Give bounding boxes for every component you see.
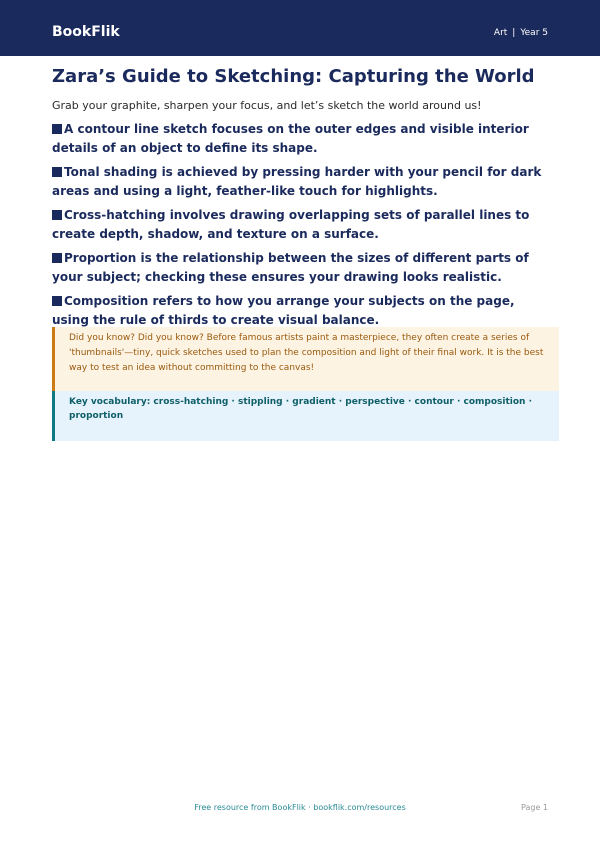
page-title: Zara’s Guide to Sketching: Capturing the World	[52, 66, 535, 87]
key-point-text: Proportion is the relationship between the sizes of different parts of your subject; checking these ensures your drawing looks realistic.	[52, 251, 529, 284]
meta-separator: |	[512, 28, 516, 38]
brand-logo-text[interactable]: BookFlik	[52, 24, 120, 40]
key-point	[52, 163, 552, 201]
year-label: Year 5	[520, 28, 548, 38]
key-vocabulary-box: Key vocabulary: cross-hatching · stippling · gradient · perspective · contour · composition · proportion	[52, 391, 559, 441]
key-point	[52, 206, 552, 244]
key-point-text: Composition refers to how you arrange your subjects on the page, using the rule of thirds to create visual balance.	[52, 294, 515, 327]
key-point-text: Cross-hatching involves drawing overlapping sets of parallel lines to create depth, shadow, and texture on a surface.	[52, 208, 530, 241]
key-point-text: Tonal shading is achieved by pressing harder with your pencil for dark areas and using a light, feather-like touch for highlights.	[52, 165, 542, 198]
did-you-know-callout: Did you know? Did you know? Before famous artists paint a masterpiece, they often create a series of 'thumbnails'—tiny, quick sketches used to plan the composition and light of their final work. It is the best way to test an idea without committing to the canvas!	[52, 327, 559, 391]
square-bullet-icon	[52, 296, 62, 306]
square-bullet-icon	[52, 210, 62, 220]
key-points-list	[52, 120, 552, 335]
subject-label: Art	[493, 28, 508, 38]
page-header	[0, 0, 600, 56]
square-bullet-icon	[52, 124, 62, 134]
key-point	[52, 292, 552, 330]
key-point	[52, 249, 552, 287]
square-bullet-icon	[52, 167, 62, 177]
header-meta	[494, 26, 548, 40]
intro-text: Grab your graphite, sharpen your focus, and let’s sketch the world around us!	[52, 99, 482, 112]
page-number: Page 1	[521, 803, 548, 812]
square-bullet-icon	[52, 253, 62, 263]
key-point	[52, 120, 552, 158]
key-point-text: A contour line sketch focuses on the outer edges and visible interior details of an object to define its shape.	[52, 122, 529, 155]
footer-resource-link[interactable]: Free resource from BookFlik · bookflik.com/resources	[194, 803, 406, 812]
